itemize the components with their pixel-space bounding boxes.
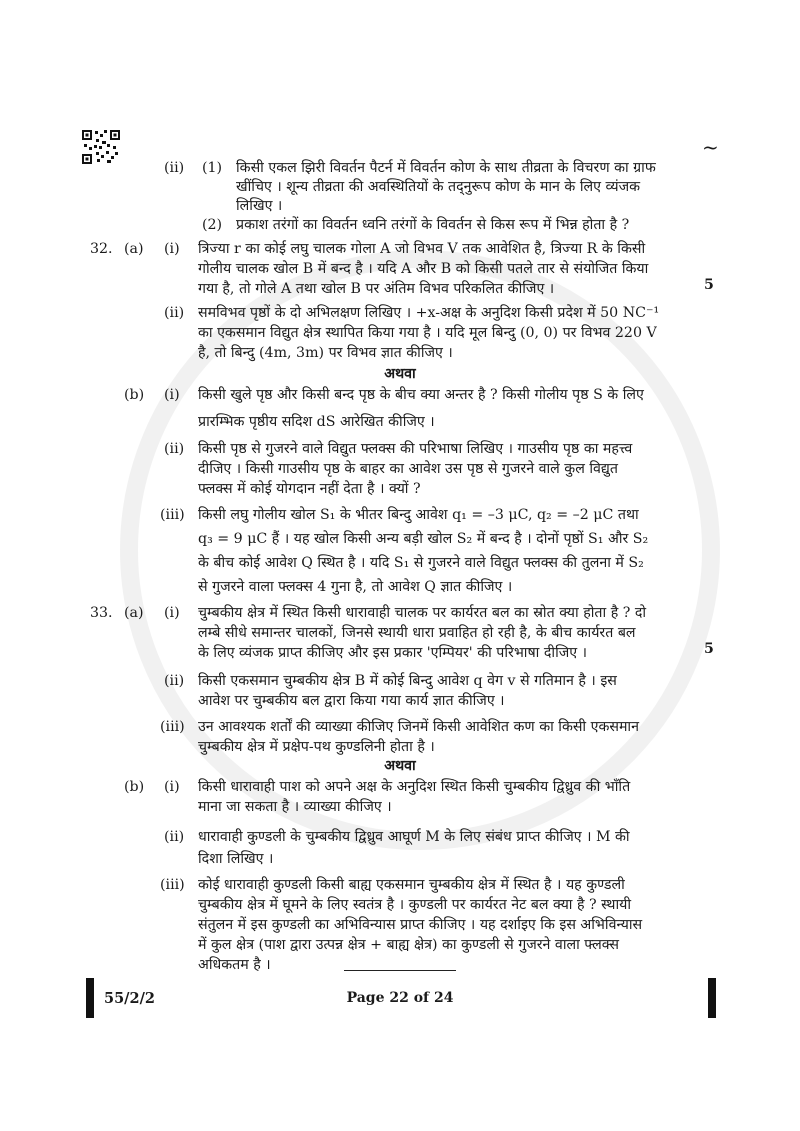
q32-b-iii-label: (iii) xyxy=(160,507,185,523)
q33-a-iii-line: चुम्बकीय क्षेत्र में प्रक्षेप-पथ कुण्डलिनी होता है । xyxy=(198,739,435,755)
q32-b-iii-line: से गुजरने वाला फ्लक्स 4 गुना है, तो आवेश Q ज्ञात कीजिए । xyxy=(198,579,513,595)
q31-part1-line: खींचिए । शून्य तीव्रता की अवस्थितियों के तद्नुरूप कोण के मान के लिए व्यंजक xyxy=(236,179,640,195)
q33-b-i-label: (i) xyxy=(164,779,180,795)
q31-part1-line: किसी एकल झिरी विवर्तन पैटर्न में विवर्तन कोण के साथ तीव्रता के विचरण का ग्राफ xyxy=(236,160,656,176)
q32-b-iii-line: q₃ = 9 μC हैं । यह खोल किसी अन्य बड़ी खोल S₂ में बन्द है । दोनों पृष्ठों S₁ और S₂ xyxy=(198,531,649,547)
qr-code-icon xyxy=(82,130,120,164)
q33-b-iii-line: संतुलन में इस कुण्डली का अभिविन्यास प्राप्त कीजिए । यह दर्शाइए कि इस अभिविन्यास xyxy=(198,917,643,933)
q33-b-ii-line: दिशा लिखिए । xyxy=(198,851,274,867)
q31-part1-line: लिखिए । xyxy=(236,198,283,214)
q33-b-iii-line: कोई धारावाही कुण्डली किसी बाह्य एकसमान चुम्बकीय क्षेत्र में स्थित है । यह कुण्डली xyxy=(198,877,625,893)
q32-a-ii-label: (ii) xyxy=(164,305,185,321)
q31-sub-ii-label: (ii) xyxy=(164,160,185,176)
q33-a-ii-label: (ii) xyxy=(164,673,185,689)
q33-b-iii-line: में कुल क्षेत्र (पाश द्वारा उत्पन्न क्षेत्र + बाह्य क्षेत्र) का कुण्डली से गुजरने वाला फ्लक्स xyxy=(198,937,619,953)
q32-b-i-label: (i) xyxy=(164,387,180,403)
q33-b-label: (b) xyxy=(124,779,145,795)
page-marker: ~ xyxy=(702,135,719,159)
q33-or-heading: अथवा xyxy=(384,758,416,774)
page-number: Page 22 of 24 xyxy=(346,990,454,1006)
q32-b-ii-label: (ii) xyxy=(164,441,185,457)
q32-b-label: (b) xyxy=(124,387,145,403)
q33-b-iii-line: चुम्बकीय क्षेत्र में घूमने के लिए स्वतंत्र है । कुण्डली पर कार्यरत नेट बल क्या है ? स्थायी xyxy=(198,897,632,913)
q33-a-i-label: (i) xyxy=(164,605,180,621)
q32-a-ii-line: है, तो बिन्दु (4m, 3m) पर विभव ज्ञात कीजिए । xyxy=(198,345,453,361)
q32-a-i-line: गया है, तो गोले A तथा खोल B पर अंतिम विभव परिकलित कीजिए । xyxy=(198,281,555,297)
q32-marks: 5 xyxy=(704,277,714,293)
q33-a-iii-label: (iii) xyxy=(160,719,185,735)
q33-b-i-line: माना जा सकता है । व्याख्या कीजिए । xyxy=(198,799,392,815)
q32-b-iii-line: किसी लघु गोलीय खोल S₁ के भीतर बिन्दु आवेश q₁ = –3 μC, q₂ = –2 μC तथा xyxy=(198,507,639,523)
q32-b-ii-line: दीजिए । किसी गाउसीय पृष्ठ के बाहर का आवेश उस पृष्ठ से गुजरने वाले कुल विद्युत xyxy=(198,461,618,477)
q33-a-iii-line: उन आवश्यक शर्तों की व्याख्या कीजिए जिनमें किसी आवेशित कण का किसी एकसमान xyxy=(198,719,639,735)
q32-a-i-label: (i) xyxy=(164,241,180,257)
q31-part2-label: (2) xyxy=(202,217,223,233)
q33-marks: 5 xyxy=(704,641,714,657)
paper-code: 55/2/2 xyxy=(104,990,155,1007)
footer-right-bar xyxy=(708,978,716,1018)
q33-a-i-line: चुम्बकीय क्षेत्र में स्थित किसी धारावाही चालक पर कार्यरत बल का स्रोत क्या होता है ? दो xyxy=(198,605,647,621)
q33-b-ii-label: (ii) xyxy=(164,829,185,845)
q33-a-label: (a) xyxy=(124,605,144,621)
q32-b-i-line: प्रारम्भिक पृष्ठीय सदिश dS आरेखित कीजिए । xyxy=(198,414,435,430)
q33-b-ii-line: धारावाही कुण्डली के चुम्बकीय द्विध्रुव आघूर्ण M के लिए संबंध प्राप्त कीजिए । M की xyxy=(198,829,630,845)
q32-or-heading: अथवा xyxy=(384,366,416,382)
q32-b-iii-line: के बीच कोई आवेश Q स्थित है । यदि S₁ से गुजरने वाले विद्युत फ्लक्स की तुलना में S₂ xyxy=(198,555,644,571)
q32-number: 32. xyxy=(90,241,113,257)
q32-b-ii-line: फ्लक्स में कोई योगदान नहीं देता है । क्यों ? xyxy=(198,481,421,497)
q32-b-i-line: किसी खुले पृष्ठ और किसी बन्द पृष्ठ के बीच क्या अन्तर है ? किसी गोलीय पृष्ठ S के लिए xyxy=(198,387,644,403)
q32-a-label: (a) xyxy=(124,241,144,257)
q33-a-ii-line: किसी एकसमान चुम्बकीय क्षेत्र B में कोई बिन्दु आवेश q वेग v से गतिमान है । इस xyxy=(198,673,617,689)
q32-a-ii-line: समविभव पृष्ठों के दो अभिलक्षण लिखिए । +x-अक्ष के अनुदिश किसी प्रदेश में 50 NC⁻¹ xyxy=(198,305,660,321)
q32-a-ii-line: का एकसमान विद्युत क्षेत्र स्थापित किया गया है । यदि मूल बिन्दु (0, 0) पर विभव 220 V xyxy=(198,325,657,341)
q32-a-i-line: गोलीय चालक खोल B में बन्द है । यदि A और B को किसी पतले तार से संयोजित किया xyxy=(198,261,649,277)
q33-b-iii-line: अधिकतम है । xyxy=(198,957,271,973)
q32-b-ii-line: किसी पृष्ठ से गुजरने वाले विद्युत फ्लक्स की परिभाषा लिखिए । गाउसीय पृष्ठ का महत्त्व xyxy=(198,441,633,457)
q33-a-i-line: लम्बे सीधे समान्तर चालकों, जिनसे स्थायी धारा प्रवाहित हो रही है, के बीच कार्यरत बल xyxy=(198,625,636,641)
q33-a-i-line: के लिए व्यंजक प्राप्त कीजिए और इस प्रकार 'एम्पियर' की परिभाषा दीजिए । xyxy=(198,645,587,661)
q32-a-i-line: त्रिज्या r का कोई लघु चालक गोला A जो विभव V तक आवेशित है, त्रिज्या R के किसी xyxy=(198,241,646,257)
q33-b-i-line: किसी धारावाही पाश को अपने अक्ष के अनुदिश स्थित किसी चुम्बकीय द्विध्रुव की भाँति xyxy=(198,779,631,795)
q31-part1-label: (1) xyxy=(202,160,223,176)
q33-b-iii-label: (iii) xyxy=(160,877,185,893)
q31-part2-text: प्रकाश तरंगों का विवर्तन ध्वनि तरंगों के विवर्तन से किस रूप में भिन्न होता है ? xyxy=(236,217,630,233)
q33-a-ii-line: आवेश पर चुम्बकीय बल द्वारा किया गया कार्य ज्ञात कीजिए । xyxy=(198,693,505,709)
footer-divider xyxy=(344,970,456,971)
q33-number: 33. xyxy=(90,605,113,621)
